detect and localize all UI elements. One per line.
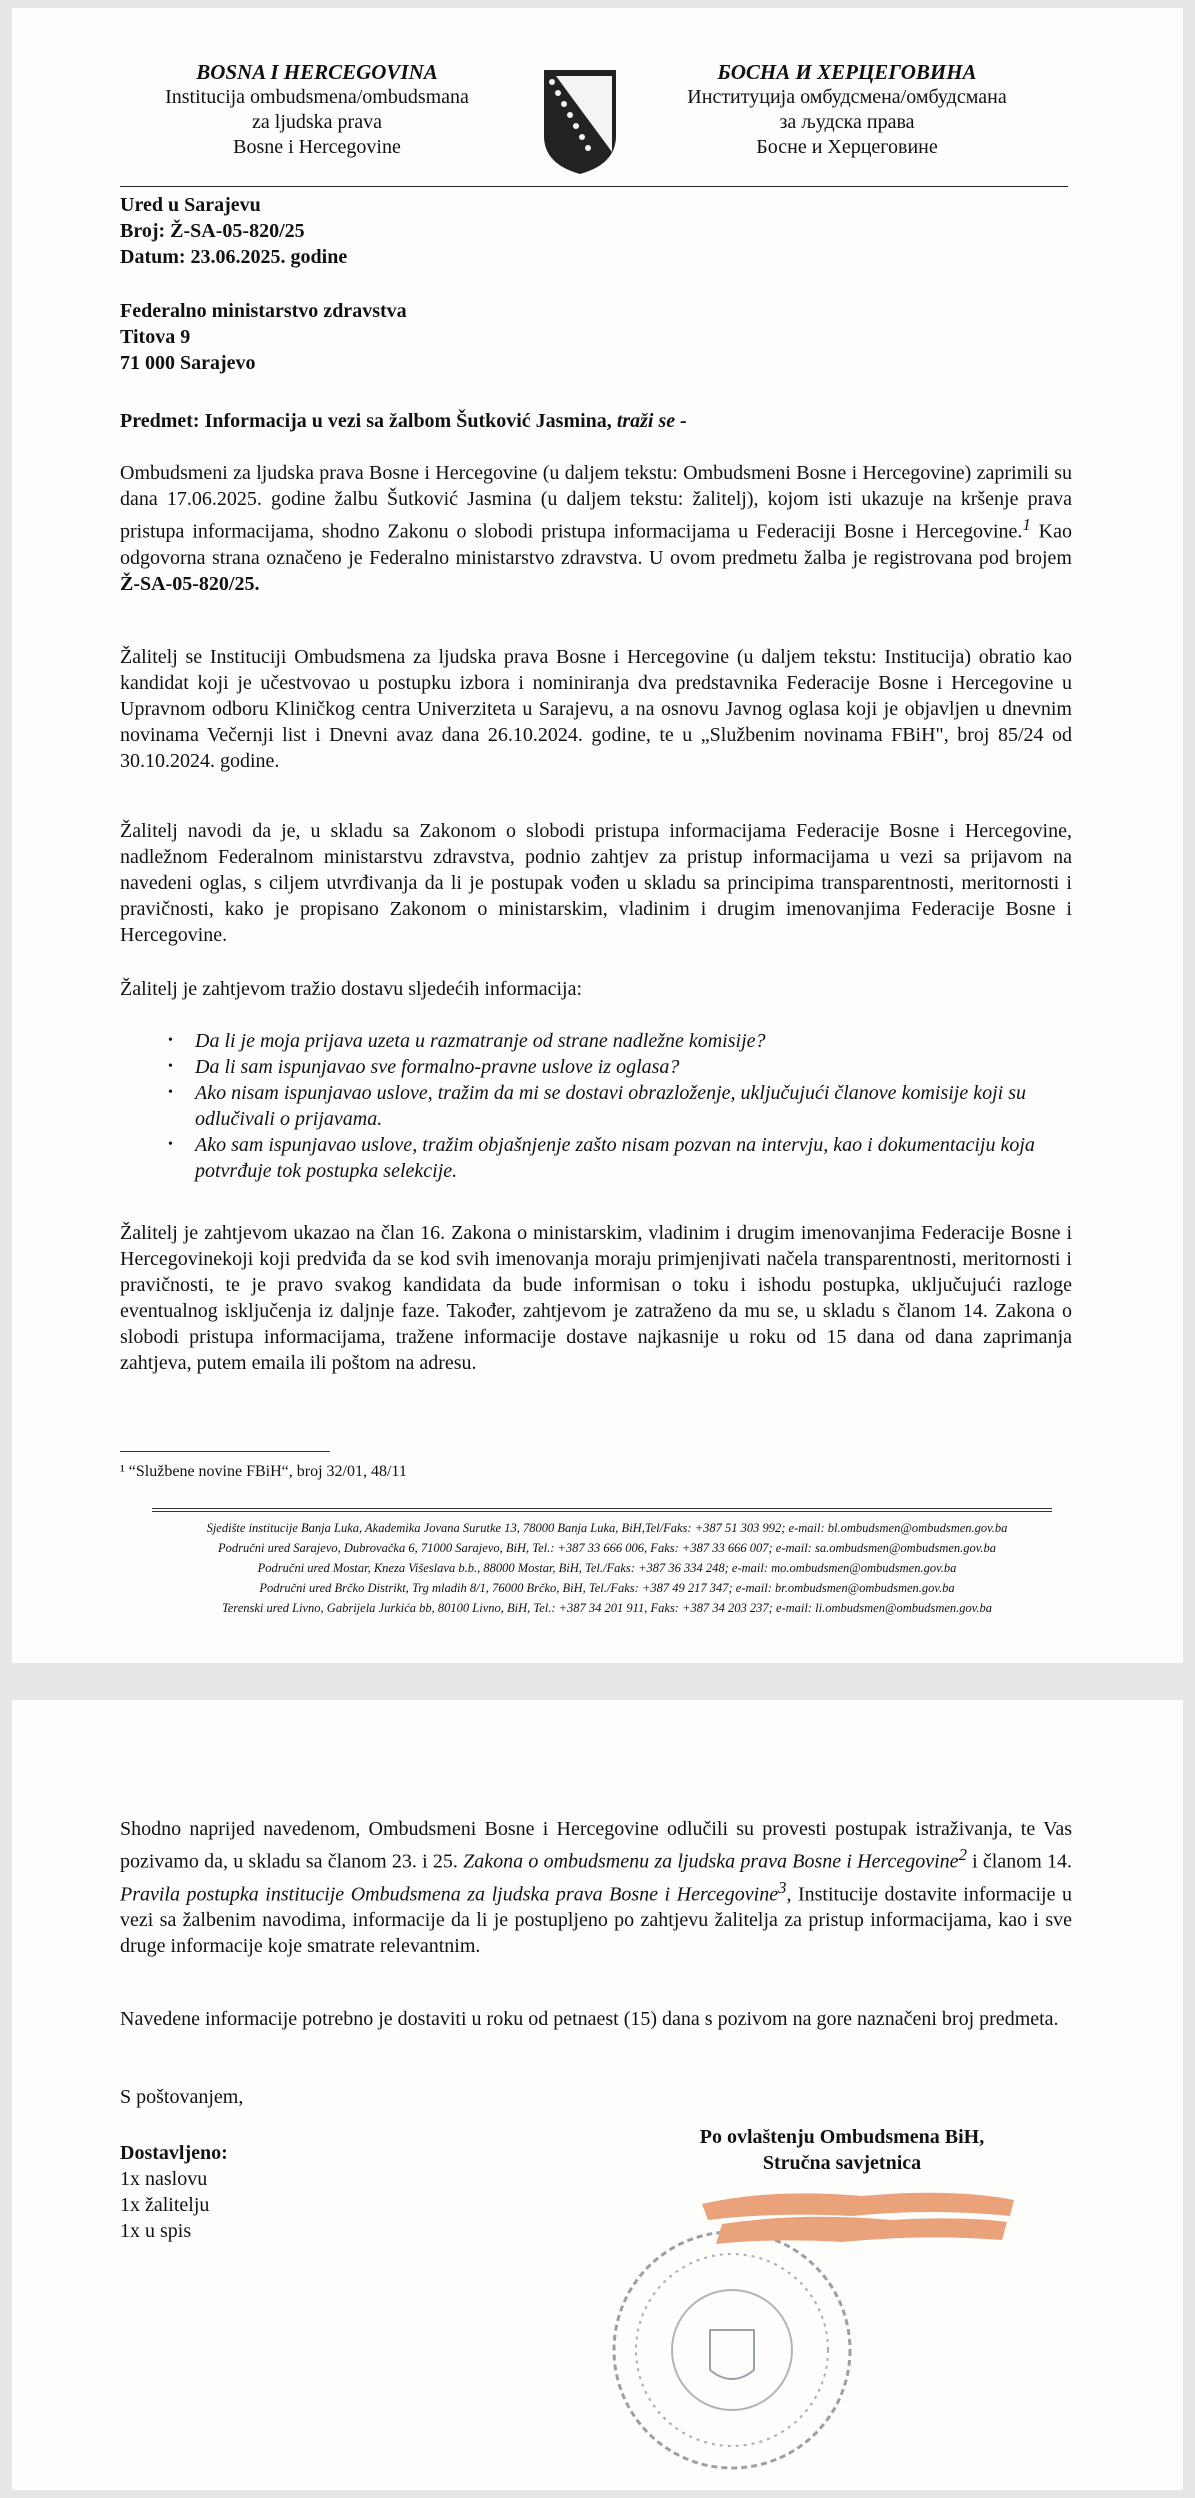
distribution-title: Dostavljeno: (120, 2142, 228, 2164)
list-item: • Ako sam ispunjavao uslove, tražim objašnjenje zašto nisam pozvan na intervju, kao i dokumentaciju koja potvrđuje tok postupka selekcije. (120, 1132, 1072, 1184)
institution-line: Institucija ombudsmena/ombudsmana (165, 86, 469, 108)
recipient-city: 71 000 Sarajevo (120, 352, 256, 374)
subject-line (120, 408, 1072, 434)
contact-line: Sjedište institucije Banja Luka, Akademika Jovana Surutke 13, 78000 Banja Luka, BiH,Tel/Faks: +387 51 303 992; e-mail: bl.ombudsmen@ombudsmen.gov.ba (206, 1521, 1008, 1535)
questions-list (120, 1028, 1072, 1184)
list-item: • Da li je moja prijava uzeta u razmatranje od strane nadležne komisije? (120, 1028, 1072, 1054)
header-divider (120, 186, 1068, 187)
institution-line: za ljudska prava (252, 111, 382, 133)
institution-line: Институција омбудсмена/омбудсмана (687, 86, 1007, 108)
contact-line: Područni ured Mostar, Kneza Višeslava b.b., 88000 Mostar, BiH, Tel./Faks: +387 36 334 248; e-mail: mo.ombudsmen@ombudsmen.gov.ba (257, 1561, 957, 1575)
recipient-name: Federalno ministarstvo zdravstva (120, 300, 407, 322)
document-date: Datum: 23.06.2025. godine (120, 246, 348, 268)
contact-line: Područni ured Sarajevo, Dubrovačka 6, 71000 Sarajevo, BiH, Tel.: +387 33 666 006, Faks: +387 33 666 007; e-mail: sa.ombudsmen@ombudsmen.gov.ba (217, 1541, 997, 1555)
law-reference: Zakona o ombudsmenu za ljudska prava Bosne i Hercegovine (463, 1850, 959, 1873)
footnote-ref: 3 (778, 1877, 787, 1897)
header-latin (137, 60, 497, 160)
p1-text: Ombudsmeni za ljudska prava Bosne i Hercegovine (u daljem tekstu: Ombudsmeni Bosne i Hercegovine) zaprimili su dana 17.06.2025. godine žalbu Šutković Jasmina (u daljem tekstu: žalitelj), kojom isti ukazuje na kršenje prava pristupa informacijama, shodno Zakonu o slobodi pristupa informacijama u Federaciji Bosne i Hercegovine. (120, 462, 1072, 543)
p1-text: , Institucije dostavite informacije u vezi sa žalbenim navodima, informacije da li je postupljeno po zahtjevu žalitelja za pristup informacijama, kao i sve druge informacije koje smatrate relevantnim. (120, 1883, 1072, 1958)
footnote-ref: 2 (958, 1845, 967, 1864)
redaction-mark (692, 2186, 1022, 2250)
p1-text: Shodno naprijed navedenom, Ombudsmeni Bosne i Hercegovine odlučili su provesti postupak istraživanja, te Vas pozivamo da, u skladu sa članom 23. i 25. (120, 1818, 1072, 1873)
header-cyrillic (652, 60, 1042, 160)
subject-text: Predmet: Informacija u vezi sa žalbom Šutković Jasmina, (120, 410, 617, 432)
list-item: 1x naslovu (120, 2168, 208, 2190)
paragraph-5: Žalitelj je zahtjevom ukazao na član 16. Zakona o ministarskim, vladinim i drugim imenovanjima Federacije Bosne i Hercegovinekoji koji predviđa da se kod svih imenovanja moraju primjenjivati načela transparentnosti, meritornosti i pravičnosti, te je pravo svakog kandidata da bude informisan o toku i ishodu postupka, uključujući razloge eventualnog isključenja iz daljnje faze. Također, zahtjevom je zatraženo da mu se, u skladu s članom 14. Zakona o slobodi pristupa informacijama, tražene informacije dostave najkasnije u roku od 15 dana od dana zaprimanja zahtjeva, putem emaila ili poštom na adresu. (120, 1222, 1072, 1374)
page2-paragraph-1 (120, 1816, 1072, 1959)
contact-line: Područni ured Brčko Distrikt, Trg mladih 8/1, 76000 Brčko, BiH, Tel./Faks: +387 49 217 347; e-mail: br.ombudsmen@ombudsmen.gov.ba (259, 1581, 955, 1595)
coat-of-arms-icon (540, 66, 620, 176)
institution-line: Bosne i Hercegovine (233, 136, 401, 158)
case-number: Broj: Ž-SA-05-820/25 (120, 220, 305, 242)
list-item: 1x žalitelju (120, 2194, 210, 2216)
country-name-cyrillic: БОСНА И ХЕРЦЕГОВИНА (717, 60, 977, 84)
country-name-latin: BOSNA I HERCEGOVINA (196, 60, 438, 84)
distribution-list (120, 2140, 228, 2244)
footer-contacts (142, 1518, 1072, 1618)
institution-line: за људска права (779, 111, 915, 133)
official-stamp-icon (602, 2220, 862, 2480)
footer-divider (152, 1511, 1052, 1512)
signature-block (632, 2124, 1052, 2176)
document-page-2 (12, 1700, 1183, 2490)
list-item: 1x u spis (120, 2220, 192, 2242)
p1-text: i članom 14. (966, 1850, 1072, 1873)
contact-line: Terenski ured Livno, Gabrijela Jurkića bb, 80100 Livno, BiH, Tel.: +387 34 201 911, Faks: +387 34 203 237; e-mail: li.ombudsmen@ombudsmen.gov.ba (221, 1601, 993, 1615)
paragraph-3: Žalitelj navodi da je, u skladu sa Zakonom o slobodi pristupa informacijama Federacije Bosne i Hercegovine, nadležnom Federalnom ministarstvu zdravstva, podnio zahtjev za pristup informacijama u vezi sa prijavom na navedeni oglas, s ciljem utvrđivanja da li je postupak vođen u skladu sa principima transparentnosti, meritornosti i pravičnosti, kako je propisano Zakonom o ministarskim, vladinim i drugim imenovanjima Federacije Bosne i Hercegovine. (120, 820, 1072, 946)
page2-paragraph-2: Navedene informacije potrebno je dostaviti u roku od petnaest (15) dana s pozivom na gore naznačeni broj predmeta. (120, 2008, 1059, 2030)
p1-text2: Kao odgovorna strana označeno je Federalno ministarstvo zdravstva. U ovom predmetu žalba je registrovana pod brojem (120, 520, 1072, 569)
footnote: ¹ “Službene novine FBiH“, broj 32/01, 48/11 (120, 1463, 407, 1480)
footer-divider (152, 1508, 1052, 1509)
list-item: • Ako nisam ispunjavao uslove, tražim da mi se dostavi obrazloženje, uključujući članove komisije koji su odlučivali o prijavama. (120, 1080, 1072, 1132)
paragraph-4: Žalitelj je zahtjevom tražio dostavu sljedećih informacija: (120, 978, 583, 1000)
subject-italic: traži se - (616, 410, 687, 432)
footnote-ref: 1 (1022, 515, 1031, 534)
recipient-street: Titova 9 (120, 326, 191, 348)
paragraph-2: Žalitelj se Instituciji Ombudsmena za ljudska prava Bosne i Hercegovine (u daljem tekstu: Institucija) obratio kao kandidat koji je učestvovao u postupku izbora i nominiranja dva predstavnika Federacije Bosne i Hercegovine u Upravnom odboru Kliničkog centra Univerziteta u Sarajevu, a na osnovu Javnog oglasa koji je objavljen u dnevnim novinama Večernji list i Dnevni avaz dana 26.10.2024. godine, te u „Službenim novinama FBiH", broj 85/24 od 30.10.2024. godine. (120, 646, 1072, 772)
paragraph-1 (120, 460, 1072, 597)
signature-title: Stručna savjetnica (762, 2152, 922, 2174)
document-meta (120, 192, 1072, 270)
signature-authority: Po ovlaštenju Ombudsmena BiH, (699, 2126, 985, 2148)
office-label: Ured u Sarajevu (120, 194, 261, 216)
institution-line: Босне и Херцеговине (756, 136, 938, 158)
greeting: S poštovanjem, (120, 2086, 244, 2108)
recipient-address (120, 298, 1072, 376)
law-reference: Pravila postupka institucije Ombudsmena za ljudska prava Bosne i Hercegovine (120, 1883, 779, 1906)
document-page-1 (12, 8, 1183, 1663)
footnote-divider (120, 1451, 330, 1452)
list-item: • Da li sam ispunjavao sve formalno-pravne uslove iz oglasa? (120, 1054, 1072, 1080)
case-number-ref: Ž-SA-05-820/25. (120, 572, 260, 595)
